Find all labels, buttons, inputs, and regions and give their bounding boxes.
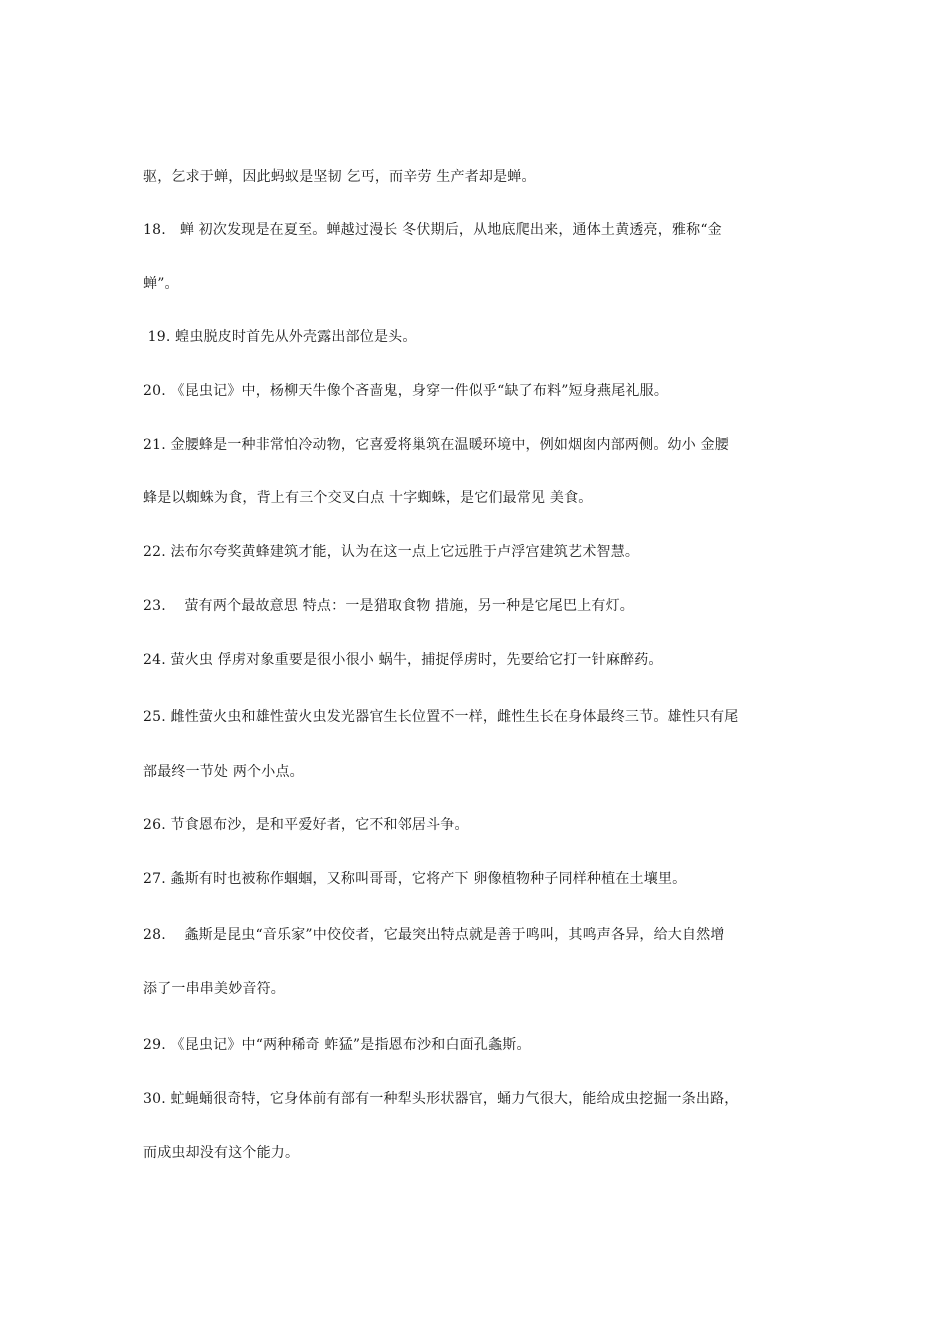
text-line-1: 驱，乞求于蝉，因此蚂蚁是坚韧 乞丐，而辛劳 生产者却是蝉。 (143, 169, 536, 185)
text-line-2: 18. 蝉 初次发现是在夏至。蝉越过漫长 冬伏期后，从地底爬出来，通体土黄透亮，雅称“金 (143, 222, 722, 238)
text-line-8: 22. 法布尔夸奖黄蜂建筑才能，认为在这一点上它远胜于卢浮宫建筑艺术智慧。 (143, 544, 640, 560)
text-line-6: 21. 金腰蜂是一种非常怕冷动物，它喜爱将巢筑在温暖环境中，例如烟囱内部两侧。幼小 金腰 (143, 437, 729, 453)
text-line-3: 蝉”。 (143, 276, 179, 292)
text-line-7: 蜂是以蜘蛛为食，背上有三个交叉白点 十字蜘蛛，是它们最常见 美食。 (143, 490, 593, 506)
text-line-17: 29. 《昆虫记》中“两种稀奇 蚱猛”是指恩布沙和白面孔螽斯。 (143, 1037, 531, 1053)
text-line-16: 添了一串串美妙音符。 (143, 981, 285, 997)
text-line-9: 23. 萤有两个最故意思 特点：一是猎取食物 措施，另一种是它尾巴上有灯。 (143, 598, 634, 614)
text-line-11: 25. 雌性萤火虫和雄性萤火虫发光器官生长位置不一样，雌性生长在身体最终三节。雄性只有尾 (143, 709, 739, 725)
text-line-13: 26. 节食恩布沙，是和平爱好者，它不和邻居斗争。 (143, 817, 469, 833)
text-line-19: 而成虫却没有这个能力。 (143, 1145, 300, 1161)
text-line-12: 部最终一节处 两个小点。 (143, 764, 304, 780)
text-line-18: 30. 虻蝇蛹很奇特，它身体前有部有一种犁头形状器官，蛹力气很大，能给成虫挖掘一条出路， (143, 1091, 739, 1107)
text-line-5: 20. 《昆虫记》中，杨柳天牛像个吝啬鬼，身穿一件似乎“缺了布料”短身燕尾礼服。 (143, 383, 669, 399)
text-line-10: 24. 萤火虫 俘虏对象重要是很小很小 蜗牛，捕捉俘虏时，先要给它打一针麻醉药。 (143, 652, 663, 668)
text-line-15: 28. 螽斯是昆虫“音乐家”中佼佼者，它最突出特点就是善于鸣叫，其鸣声各异，给大自然增 (143, 927, 725, 943)
text-line-14: 27. 螽斯有时也被称作蝈蝈，又称叫哥哥，它将产下 卵像植物种子同样种植在土壤里。 (143, 871, 687, 887)
text-line-4: 19. 蝗虫脱皮时首先从外壳露出部位是头。 (143, 329, 417, 345)
